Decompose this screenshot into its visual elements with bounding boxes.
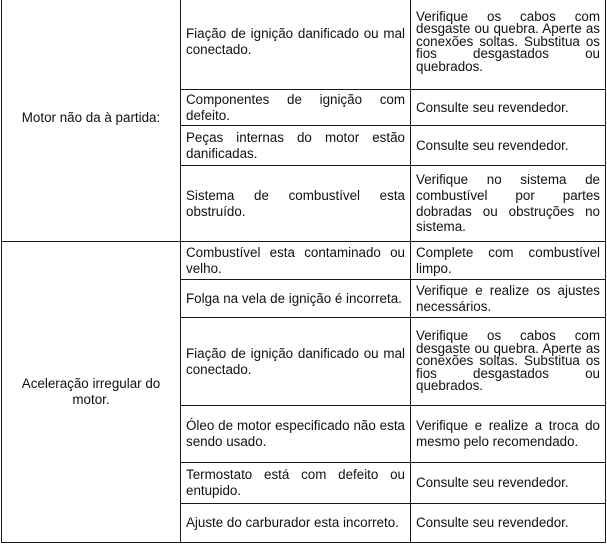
solution-text: Verifique e realize a troca do mesmo pelo recomendado. (416, 418, 600, 449)
solution-cell (411, 0, 606, 90)
solution-cell (411, 126, 606, 166)
cause-cell (181, 126, 411, 166)
table-row (2, 0, 606, 90)
cause-text: Ajuste do carburador esta incorreto. (186, 515, 399, 531)
solution-text: Consulte seu revendedor. (416, 515, 569, 531)
solution-text: Verifique os cabos com desgaste ou quebra. Aperte as conexões soltas. Substitua os fios desgastados ou quebrados. (416, 328, 600, 394)
cause-text: Sistema de combustível esta obstruído. (186, 187, 405, 219)
problem-label: Motor não da à partida: (21, 110, 161, 126)
solution-text: Complete com combustível limpo. (416, 244, 600, 276)
cause-cell (181, 166, 411, 242)
solution-cell (411, 166, 606, 242)
solution-cell (411, 463, 606, 504)
solution-cell (411, 406, 606, 463)
solution-text: Consulte seu revendedor. (416, 99, 569, 115)
cause-cell (181, 318, 411, 406)
cause-cell (181, 242, 411, 280)
cause-text: Fiação de ignição danificado ou mal conectado. (186, 26, 405, 57)
solution-cell (411, 280, 606, 318)
cause-text: Óleo de motor especificado não esta sendo usado. (186, 418, 405, 449)
solution-cell (411, 90, 606, 126)
cause-text: Folga na vela de ignição é incorreta. (186, 290, 402, 306)
problem-cell (2, 242, 181, 543)
solution-cell (411, 504, 606, 543)
cause-cell (181, 0, 411, 90)
solution-cell (411, 242, 606, 280)
solution-text: Consulte seu revendedor. (416, 137, 569, 153)
cause-cell (181, 504, 411, 543)
cause-text: Fiação de ignição danificado ou mal conectado. (186, 345, 405, 377)
cause-cell (181, 463, 411, 504)
cause-text: Termostato está com defeito ou entupido. (186, 467, 405, 498)
solution-cell (411, 318, 606, 406)
solution-text: Consulte seu revendedor. (416, 475, 569, 491)
cause-cell (181, 280, 411, 318)
cause-cell (181, 90, 411, 126)
troubleshooting-table (1, 0, 606, 543)
solution-text: Verifique e realize os ajustes necessários. (416, 282, 600, 314)
problem-cell (2, 0, 181, 242)
cause-text: Combustível esta contaminado ou velho. (186, 244, 405, 276)
cause-text: Componentes de ignição com defeito. (186, 91, 405, 123)
table-row (2, 242, 606, 280)
cause-cell (181, 406, 411, 463)
solution-text: Verifique os cabos com desgaste ou quebra. Aperte as conexões soltas. Substitua os fios desgastados ou quebrados. (416, 8, 600, 74)
solution-text: Verifique no sistema de combustível por partes dobradas ou obstruções no sistema. (416, 172, 600, 235)
cause-text: Peças internas do motor estão danificadas. (186, 129, 405, 161)
problem-label: Aceleração irregular do motor. (21, 376, 161, 407)
